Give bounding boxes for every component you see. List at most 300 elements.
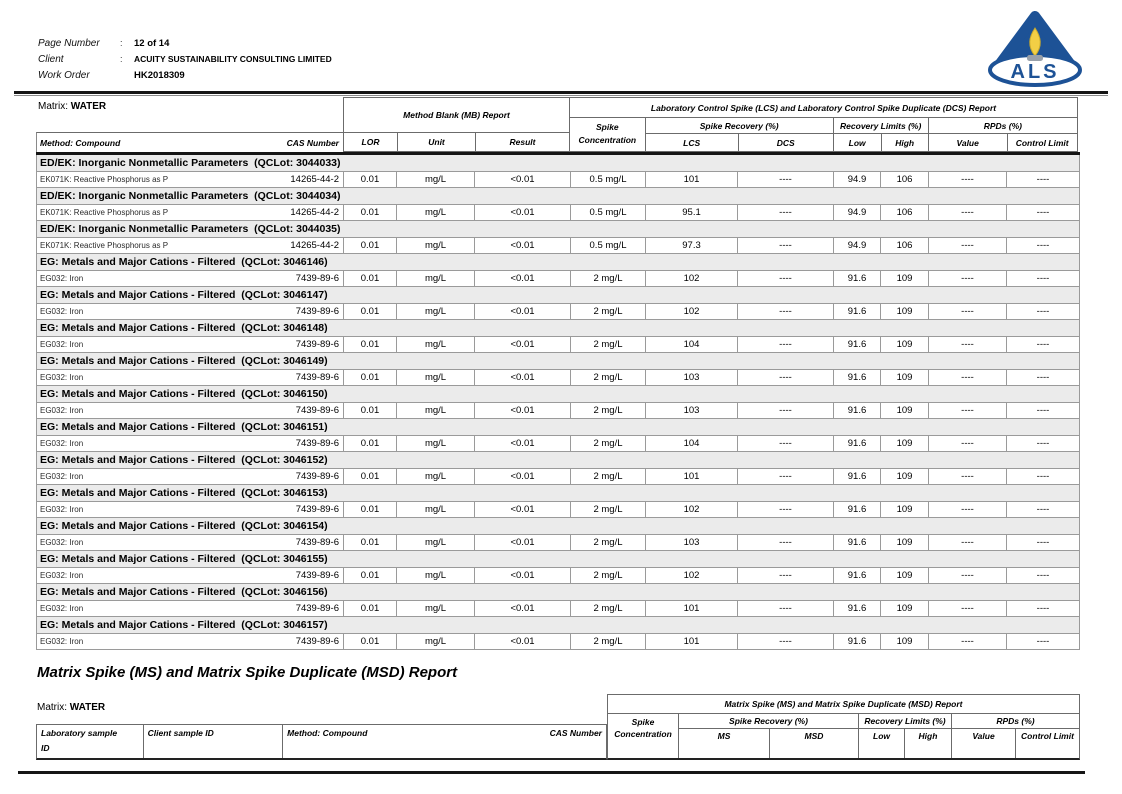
low-limit-value: 91.6 — [834, 435, 881, 452]
compound-name: EG032: Iron — [40, 373, 84, 382]
lor-value: 0.01 — [344, 468, 397, 485]
compound-cell — [37, 270, 344, 287]
rpd-value: ---- — [929, 402, 1007, 419]
work-order-row — [38, 70, 332, 86]
result-value: <0.01 — [475, 270, 571, 287]
qclot-group-header: EG: Metals and Major Cations - Filtered (QCLot: 3046147) — [37, 287, 1079, 303]
rpd-control-limit: ---- — [1007, 336, 1079, 353]
rpd-value: ---- — [929, 468, 1007, 485]
client-label: Client — [38, 54, 64, 65]
high-limit-value: 109 — [881, 402, 929, 419]
control-limit-header: Control Limit — [1007, 134, 1077, 151]
lor-value: 0.01 — [344, 270, 397, 287]
dcs-value: ---- — [738, 468, 834, 485]
client-sample-id-header: Client sample ID — [143, 725, 283, 758]
recovery-limits-header: Recovery Limits (%) — [840, 120, 922, 131]
lcs-value: 103 — [646, 402, 738, 419]
qc-group — [37, 254, 1079, 287]
spike-concentration-value: 2 mg/L — [571, 303, 646, 320]
dcs-value: ---- — [738, 369, 834, 386]
qclot-group-header: ED/EK: Inorganic Nonmetallic Parameters (QCLot: 3044035) — [37, 221, 1079, 237]
unit-value: mg/L — [397, 303, 475, 320]
client-row — [38, 54, 332, 70]
unit-value: mg/L — [397, 270, 475, 287]
lcs-value: 95.1 — [646, 204, 738, 221]
work-order-label: Work Order — [38, 70, 90, 81]
rpd-control-limit: ---- — [1007, 435, 1079, 452]
spike-concentration-value: 0.5 mg/L — [571, 204, 646, 221]
low-limit-value: 94.9 — [834, 237, 881, 254]
dcs-value: ---- — [738, 633, 834, 650]
compound-cell — [37, 567, 344, 584]
result-header: Result — [475, 133, 569, 151]
rpd-value: ---- — [929, 534, 1007, 551]
spike-concentration-value: 2 mg/L — [571, 534, 646, 551]
result-value: <0.01 — [475, 435, 571, 452]
compound-cell — [37, 204, 344, 221]
lcs-value: 101 — [646, 600, 738, 617]
lor-value: 0.01 — [344, 303, 397, 320]
result-value: <0.01 — [475, 204, 571, 221]
header-left-block — [36, 97, 343, 152]
spike-header-line2: Concentration — [578, 135, 637, 145]
lcs-value: 102 — [646, 270, 738, 287]
rpd-value: ---- — [929, 237, 1007, 254]
lab-sample-header-line2: ID — [41, 743, 50, 753]
msd-report-header: Matrix Spike (MS) and Matrix Spike Duplicate (MSD) Report — [608, 695, 1079, 714]
msd-rpds-group — [951, 714, 1079, 758]
compound-cell — [37, 402, 344, 419]
lcs-value: 104 — [646, 336, 738, 353]
qclot-group-header: EG: Metals and Major Cations - Filtered (QCLot: 3046154) — [37, 518, 1079, 534]
dcs-value: ---- — [738, 600, 834, 617]
spike-concentration-value: 2 mg/L — [571, 402, 646, 419]
lcs-value: 101 — [646, 171, 738, 188]
dcs-value: ---- — [738, 501, 834, 518]
unit-value: mg/L — [397, 204, 475, 221]
compound-cell — [37, 336, 344, 353]
dcs-value: ---- — [738, 567, 834, 584]
rpd-control-limit: ---- — [1007, 204, 1079, 221]
lor-value: 0.01 — [344, 336, 397, 353]
msd-matrix-value: WATER — [69, 702, 106, 713]
high-limit-value: 106 — [881, 171, 929, 188]
rpd-control-limit: ---- — [1007, 171, 1079, 188]
qc-data-row — [37, 534, 1079, 551]
low-header: Low — [848, 137, 866, 148]
lcs-value: 103 — [646, 534, 738, 551]
lor-value: 0.01 — [344, 633, 397, 650]
msd-method-compound-header — [282, 725, 606, 758]
qc-group — [37, 287, 1079, 320]
result-value: <0.01 — [475, 303, 571, 320]
qclot-group-header: EG: Metals and Major Cations - Filtered (QCLot: 3046153) — [37, 485, 1079, 501]
msd-spike-header-line1: Spike — [631, 717, 655, 727]
spike-concentration-value: 2 mg/L — [571, 336, 646, 353]
compound-name: EG032: Iron — [40, 505, 84, 514]
lcs-value: 104 — [646, 435, 738, 452]
result-value: <0.01 — [475, 468, 571, 485]
lcs-value: 101 — [646, 468, 738, 485]
rpd-control-limit: ---- — [1007, 567, 1079, 584]
cas-number-header: CAS Number — [286, 137, 339, 148]
low-limit-value: 94.9 — [834, 204, 881, 221]
value-header: Value — [956, 137, 979, 148]
msd-section-title: Matrix Spike (MS) and Matrix Spike Duplicate (MSD) Report — [37, 664, 458, 681]
spike-concentration-value: 2 mg/L — [571, 633, 646, 650]
cas-number: 7439-89-6 — [295, 306, 339, 317]
qclot-group-header: EG: Metals and Major Cations - Filtered (QCLot: 3046155) — [37, 551, 1079, 567]
cas-number: 14265-44-2 — [290, 240, 339, 251]
unit-value: mg/L — [397, 633, 475, 650]
dcs-value: ---- — [738, 171, 834, 188]
rpd-value: ---- — [929, 633, 1007, 650]
msd-left-header-box — [36, 724, 607, 760]
rpd-value: ---- — [929, 204, 1007, 221]
result-value: <0.01 — [475, 534, 571, 551]
qc-data-row — [37, 633, 1079, 650]
dcs-value: ---- — [738, 204, 834, 221]
document-header — [38, 38, 332, 86]
low-limit-value: 91.6 — [834, 633, 881, 650]
work-order-value: HK2018309 — [134, 70, 185, 81]
rpd-control-limit: ---- — [1007, 303, 1079, 320]
qc-group — [37, 419, 1079, 452]
low-limit-value: 91.6 — [834, 501, 881, 518]
result-value: <0.01 — [475, 600, 571, 617]
compound-cell — [37, 237, 344, 254]
qc-group — [37, 155, 1079, 188]
dcs-value: ---- — [738, 534, 834, 551]
msd-section — [36, 664, 1096, 786]
qc-table-body — [36, 155, 1080, 650]
msd-control-limit-header: Control Limit — [1015, 729, 1079, 758]
spike-concentration-value: 2 mg/L — [571, 501, 646, 518]
lor-value: 0.01 — [344, 501, 397, 518]
compound-cell — [37, 171, 344, 188]
cas-number: 14265-44-2 — [290, 207, 339, 218]
high-limit-value: 106 — [881, 204, 929, 221]
result-value: <0.01 — [475, 501, 571, 518]
method-blank-subheaders — [344, 132, 569, 151]
high-limit-value: 109 — [881, 501, 929, 518]
dcs-value: ---- — [738, 402, 834, 419]
qclot-group-header: ED/EK: Inorganic Nonmetallic Parameters (QCLot: 3044034) — [37, 188, 1079, 204]
high-limit-value: 109 — [881, 369, 929, 386]
qc-group — [37, 320, 1079, 353]
qc-data-row — [37, 237, 1079, 254]
qclot-group-header: EG: Metals and Major Cations - Filtered (QCLot: 3046146) — [37, 254, 1079, 270]
unit-value: mg/L — [397, 567, 475, 584]
cas-number: 7439-89-6 — [295, 339, 339, 350]
dcs-col-header: DCS — [738, 134, 833, 151]
qc-data-row — [37, 501, 1079, 518]
lab-sample-id-header — [37, 725, 143, 758]
compound-cell — [37, 501, 344, 518]
high-header: High — [881, 134, 928, 151]
spike-concentration-header — [570, 117, 645, 151]
qc-group — [37, 188, 1079, 221]
unit-value: mg/L — [397, 171, 475, 188]
low-limit-value: 91.6 — [834, 567, 881, 584]
method-blank-header-box — [343, 97, 570, 152]
msd-rpds-header: RPDs (%) — [996, 716, 1035, 726]
qc-data-row — [37, 336, 1079, 353]
msd-method-compound-label: Method: Compound — [287, 728, 368, 738]
logo-text: ALS — [1010, 61, 1060, 83]
high-limit-value: 106 — [881, 237, 929, 254]
rpd-control-limit: ---- — [1007, 534, 1079, 551]
als-logo-graphic — [984, 6, 1086, 90]
result-value: <0.01 — [475, 402, 571, 419]
method-blank-header: Method Blank (MB) Report — [403, 110, 510, 120]
dcs-value: ---- — [738, 435, 834, 452]
cas-number: 7439-89-6 — [295, 405, 339, 416]
compound-cell — [37, 633, 344, 650]
lor-value: 0.01 — [344, 204, 397, 221]
dcs-value: ---- — [738, 270, 834, 287]
method-compound-header-box — [36, 132, 343, 152]
qc-data-row — [37, 435, 1079, 452]
qc-data-row — [37, 402, 1079, 419]
msd-matrix-prefix: Matrix: — [37, 702, 67, 713]
unit-value: mg/L — [397, 402, 475, 419]
qclot-group-header: EG: Metals and Major Cations - Filtered (QCLot: 3046150) — [37, 386, 1079, 402]
compound-name: EK071K: Reactive Phosphorus as P — [40, 208, 169, 217]
lab-sample-header-line1: Laboratory sample — [41, 728, 118, 738]
page-number-row — [38, 38, 332, 54]
qc-group — [37, 353, 1079, 386]
qclot-group-header: EG: Metals and Major Cations - Filtered (QCLot: 3046157) — [37, 617, 1079, 633]
low-limit-value: 91.6 — [834, 303, 881, 320]
rpds-header: RPDs (%) — [983, 120, 1022, 131]
rpd-control-limit: ---- — [1007, 369, 1079, 386]
cas-number: 14265-44-2 — [290, 174, 339, 185]
msd-spike-header-line2: Concentration — [614, 729, 672, 739]
rpds-group — [928, 117, 1077, 151]
spike-concentration-value: 2 mg/L — [571, 468, 646, 485]
msd-header: MSD — [769, 729, 858, 758]
cas-number: 7439-89-6 — [295, 471, 339, 482]
recovery-limits-group — [833, 117, 928, 151]
lor-value: 0.01 — [344, 237, 397, 254]
separator: : — [120, 54, 123, 64]
spike-concentration-value: 2 mg/L — [571, 270, 646, 287]
compound-name: EG032: Iron — [40, 439, 84, 448]
msd-table-header — [36, 694, 1080, 760]
qc-data-row — [37, 468, 1079, 485]
cas-number: 7439-89-6 — [295, 537, 339, 548]
spike-recovery-header: Spike Recovery (%) — [699, 120, 779, 131]
qc-group — [37, 551, 1079, 584]
compound-cell — [37, 600, 344, 617]
rpd-value: ---- — [929, 369, 1007, 386]
rpd-value: ---- — [929, 303, 1007, 320]
msd-high-header: High — [904, 729, 951, 758]
spike-concentration-value: 2 mg/L — [571, 567, 646, 584]
unit-value: mg/L — [397, 468, 475, 485]
spike-concentration-value: 2 mg/L — [571, 435, 646, 452]
lor-value: 0.01 — [344, 567, 397, 584]
rpd-value: ---- — [929, 171, 1007, 188]
rpd-control-limit: ---- — [1007, 402, 1079, 419]
lor-value: 0.01 — [344, 534, 397, 551]
spike-recovery-group — [645, 117, 833, 151]
msd-recovery-limits-header: Recovery Limits (%) — [864, 716, 946, 726]
msd-spike-recovery-group — [678, 714, 858, 758]
lcs-value: 103 — [646, 369, 738, 386]
spike-concentration-value: 2 mg/L — [571, 600, 646, 617]
high-limit-value: 109 — [881, 600, 929, 617]
low-limit-value: 91.6 — [834, 336, 881, 353]
dcs-value: ---- — [738, 303, 834, 320]
rpd-control-limit: ---- — [1007, 468, 1079, 485]
low-limit-value: 91.6 — [834, 270, 881, 287]
unit-value: mg/L — [397, 336, 475, 353]
lor-value: 0.01 — [344, 171, 397, 188]
page-bottom-rule — [18, 771, 1085, 774]
qclot-group-header: ED/EK: Inorganic Nonmetallic Parameters (QCLot: 3044033) — [37, 155, 1079, 171]
compound-cell — [37, 468, 344, 485]
method-compound-header: Method: Compound — [40, 137, 121, 148]
unit-header: Unit — [397, 133, 475, 151]
client-value: ACUITY SUSTAINABILITY CONSULTING LIMITED — [134, 54, 332, 64]
lcs-value: 102 — [646, 567, 738, 584]
high-limit-value: 109 — [881, 336, 929, 353]
rpd-value: ---- — [929, 270, 1007, 287]
qc-data-row — [37, 270, 1079, 287]
compound-name: EG032: Iron — [40, 307, 84, 316]
low-limit-value: 91.6 — [834, 402, 881, 419]
low-limit-value: 91.6 — [834, 600, 881, 617]
compound-name: EK071K: Reactive Phosphorus as P — [40, 241, 169, 250]
matrix-label — [38, 101, 106, 112]
lor-value: 0.01 — [344, 402, 397, 419]
qclot-group-header: EG: Metals and Major Cations - Filtered (QCLot: 3046156) — [37, 584, 1079, 600]
high-limit-value: 109 — [881, 303, 929, 320]
result-value: <0.01 — [475, 567, 571, 584]
unit-value: mg/L — [397, 435, 475, 452]
lcs-value: 102 — [646, 501, 738, 518]
compound-name: EG032: Iron — [40, 538, 84, 547]
msd-spike-recovery-header: Spike Recovery (%) — [729, 716, 808, 726]
rpd-control-limit: ---- — [1007, 633, 1079, 650]
rpd-control-limit: ---- — [1007, 600, 1079, 617]
page-number-value: 12 of 14 — [134, 38, 170, 49]
rpd-control-limit: ---- — [1007, 237, 1079, 254]
compound-name: EG032: Iron — [40, 571, 84, 580]
matrix-prefix: Matrix: — [38, 101, 68, 112]
spike-concentration-value: 2 mg/L — [571, 369, 646, 386]
qc-data-row — [37, 204, 1079, 221]
qc-group — [37, 485, 1079, 518]
lor-header: LOR — [361, 137, 380, 147]
unit-value: mg/L — [397, 501, 475, 518]
qc-group — [37, 518, 1079, 551]
dcs-value: ---- — [738, 336, 834, 353]
low-limit-value: 91.6 — [834, 534, 881, 551]
high-limit-value: 109 — [881, 468, 929, 485]
spike-concentration-value: 0.5 mg/L — [571, 171, 646, 188]
msd-right-header-box — [607, 694, 1080, 760]
low-limit-value: 91.6 — [834, 468, 881, 485]
qc-data-row — [37, 303, 1079, 320]
compound-name: EG032: Iron — [40, 472, 84, 481]
cas-number: 7439-89-6 — [295, 603, 339, 614]
compound-name: EG032: Iron — [40, 637, 84, 646]
qc-data-row — [37, 171, 1079, 188]
lor-value: 0.01 — [344, 369, 397, 386]
als-logo — [984, 6, 1086, 90]
compound-name: EG032: Iron — [40, 340, 84, 349]
rpd-value: ---- — [929, 336, 1007, 353]
low-limit-value: 94.9 — [834, 171, 881, 188]
lcs-col-header: LCS — [683, 137, 701, 148]
lcs-dcs-header-box — [570, 97, 1078, 152]
compound-name: EG032: Iron — [40, 274, 84, 283]
cas-number: 7439-89-6 — [295, 273, 339, 284]
cas-number: 7439-89-6 — [295, 372, 339, 383]
qc-group — [37, 584, 1079, 617]
result-value: <0.01 — [475, 369, 571, 386]
qc-group — [37, 386, 1079, 419]
rpd-control-limit: ---- — [1007, 270, 1079, 287]
compound-name: EG032: Iron — [40, 406, 84, 415]
msd-value-header: Value — [972, 731, 995, 741]
header-divider — [14, 91, 1108, 96]
ms-header: MS — [717, 731, 731, 741]
high-limit-value: 109 — [881, 567, 929, 584]
high-limit-value: 109 — [881, 270, 929, 287]
qc-data-row — [37, 369, 1079, 386]
lor-value: 0.01 — [344, 435, 397, 452]
qc-data-row — [37, 600, 1079, 617]
matrix-value: WATER — [70, 101, 107, 112]
compound-name: EG032: Iron — [40, 604, 84, 613]
result-value: <0.01 — [475, 336, 571, 353]
lor-value: 0.01 — [344, 600, 397, 617]
high-limit-value: 109 — [881, 534, 929, 551]
qclot-group-header: EG: Metals and Major Cations - Filtered (QCLot: 3046149) — [37, 353, 1079, 369]
spike-header-line1: Spike — [595, 122, 619, 132]
cas-number: 7439-89-6 — [295, 570, 339, 581]
qc-group — [37, 617, 1079, 650]
unit-value: mg/L — [397, 237, 475, 254]
low-limit-value: 91.6 — [834, 369, 881, 386]
rpd-control-limit: ---- — [1007, 501, 1079, 518]
spike-concentration-value: 0.5 mg/L — [571, 237, 646, 254]
qclot-group-header: EG: Metals and Major Cations - Filtered (QCLot: 3046152) — [37, 452, 1079, 468]
result-value: <0.01 — [475, 237, 571, 254]
rpd-value: ---- — [929, 600, 1007, 617]
msd-low-header: Low — [873, 731, 890, 741]
dcs-value: ---- — [738, 237, 834, 254]
cas-number: 7439-89-6 — [295, 636, 339, 647]
cas-number: 7439-89-6 — [295, 438, 339, 449]
unit-value: mg/L — [397, 369, 475, 386]
qc-data-row — [37, 567, 1079, 584]
rpd-value: ---- — [929, 567, 1007, 584]
lcs-report-header: Laboratory Control Spike (LCS) and Laboratory Control Spike Duplicate (DCS) Report — [650, 102, 997, 113]
separator: : — [120, 38, 123, 48]
rpd-value: ---- — [929, 501, 1007, 518]
msd-cas-number-header: CAS Number — [549, 728, 602, 738]
high-limit-value: 109 — [881, 435, 929, 452]
result-value: <0.01 — [475, 171, 571, 188]
msd-spike-concentration-header — [608, 714, 678, 758]
page-number-label: Page Number — [38, 38, 100, 49]
result-value: <0.01 — [475, 633, 571, 650]
